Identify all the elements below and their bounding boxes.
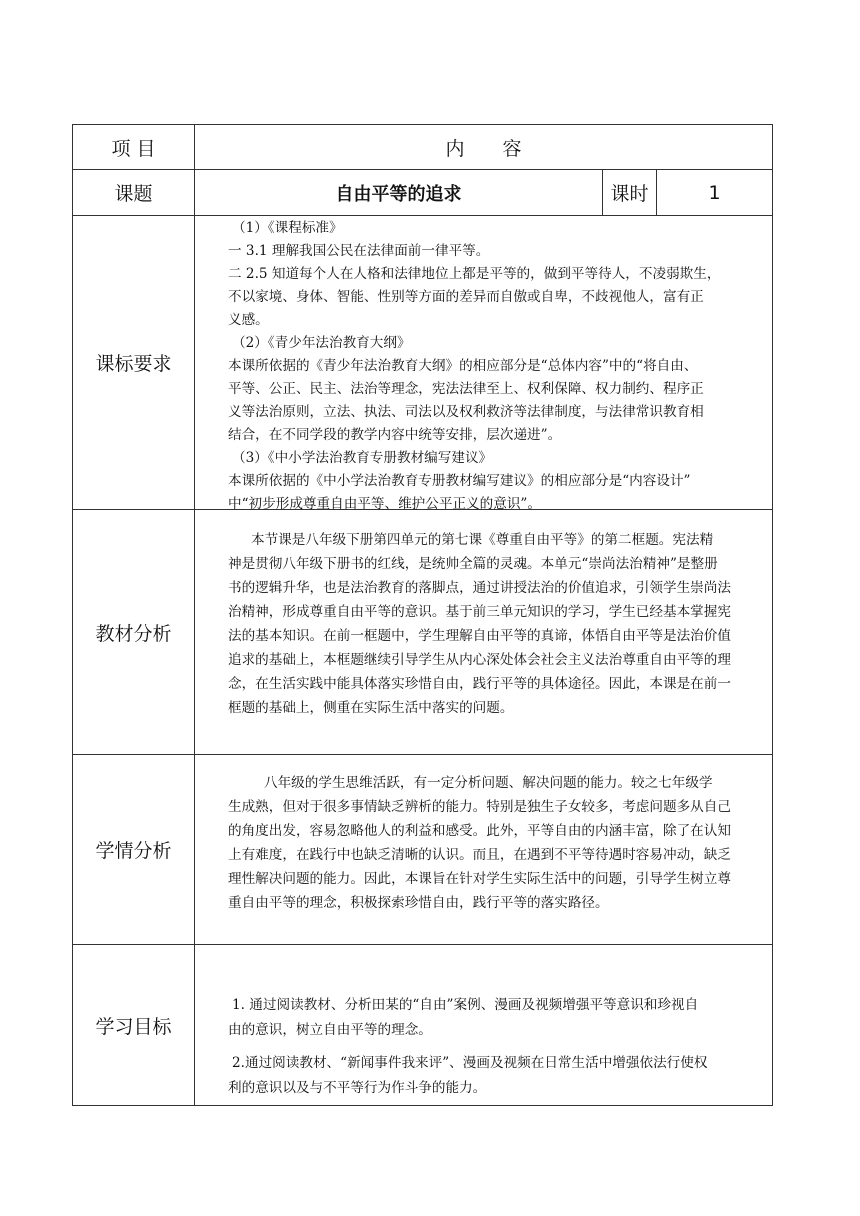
students-content-cell	[195, 755, 773, 945]
header-item-cell	[72, 124, 195, 170]
lesson-title: 自由平等的追求	[335, 183, 462, 205]
textbook-label: 教材分析	[95, 622, 172, 645]
standards-line: 义感。	[228, 312, 269, 328]
textbook-line: 念，在生活实践中能具体落实珍惜自由，践行平等的具体途径。因此，本课是在前一	[228, 676, 731, 692]
students-line: 理性解决问题的能力。因此，本课旨在针对学生实际生活中的问题，引导学生树立尊	[228, 871, 731, 887]
hours-label: 课时	[610, 183, 649, 205]
header-item-label: 项 目	[111, 137, 156, 160]
objectives-label: 学习目标	[95, 1015, 172, 1038]
objectives-content-cell	[195, 945, 773, 1106]
textbook-label-cell	[72, 510, 195, 755]
objectives-line: 1. 通过阅读教材、分析田某的“自由”案例、漫画及视频增强平等意识和珍视自	[232, 997, 699, 1013]
standards-line: 一 3.1 理解我国公民在法律面前一律平等。	[228, 243, 490, 259]
standards-line: （3）《中小学法治教育专册教材编写建议》	[232, 450, 493, 466]
standards-line: 中“初步形成尊重自由平等、维护公平正义的意识”。	[228, 496, 541, 512]
lesson-plan-table	[72, 124, 773, 1106]
hours-value: 1	[708, 181, 721, 204]
students-line: 上有难度，在践行中也缺乏清晰的认识。而且，在遇到不平等待遇时容易冲动，缺乏	[228, 847, 731, 863]
textbook-line: 书的逻辑升华，也是法治教育的落脚点，通过讲授法治的价值追求，引领学生崇尚法	[228, 580, 731, 596]
standards-line: 本课所依据的《中小学法治教育专册教材编写建议》的相应部分是“内容设计”	[228, 473, 691, 489]
topic-title-cell	[195, 170, 603, 216]
students-line: 的角度出发，容易忽略他人的利益和感受。此外，平等自由的内涵丰富，除了在认知	[228, 823, 731, 839]
hours-label-cell	[603, 170, 657, 216]
students-label-cell	[72, 755, 195, 945]
objectives-line: 2.通过阅读教材、“新闻事件我来评”、漫画及视频在日常生活中增强依法行使权	[232, 1055, 708, 1071]
textbook-line: 法的基本知识。在前一框题中，学生理解自由平等的真谛，体悟自由平等是法治价值	[228, 628, 731, 644]
topic-label-cell	[72, 170, 195, 216]
students-label: 学情分析	[95, 840, 172, 862]
standards-line: 二 2.5 知道每个人在人格和法律地位上都是平等的，做到平等待人，不凌弱欺生，	[228, 266, 721, 282]
textbook-line: 治精神，形成尊重自由平等的意识。基于前三单元知识的学习，学生已经基本掌握宪	[228, 604, 731, 620]
textbook-content-cell	[195, 510, 773, 755]
students-line: 重自由平等的理念，积极探索珍惜自由，践行平等的落实路径。	[228, 895, 609, 911]
students-line: 生成熟，但对于很多事情缺乏辨析的能力。特别是独生子女较多，考虑问题多从自己	[228, 799, 731, 815]
standards-line: （1）《课程标准》	[232, 220, 343, 236]
standards-line: 本课所依据的《青少年法治教育大纲》的相应部分是“总体内容”中的“将自由、	[228, 358, 698, 374]
header-content-cell	[195, 124, 773, 170]
standards-label-cell	[72, 216, 195, 510]
textbook-line: 追求的基础上，本框题继续引导学生从内心深处体会社会主义法治尊重自由平等的理	[228, 652, 731, 668]
topic-label: 课题	[114, 183, 153, 205]
standards-line: 平等、公正、民主、法治等理念，宪法法律至上、权利保障、权力制约、程序正	[228, 381, 704, 397]
standards-line: （2）《青少年法治教育大纲》	[232, 335, 411, 351]
standards-line: 义等法治原则，立法、执法、司法以及权利救济等法律制度，与法律常识教育相	[228, 404, 704, 420]
objectives-line: 利的意识以及与不平等行为作斗争的能力。	[228, 1080, 487, 1096]
hours-value-cell	[657, 170, 773, 216]
textbook-line: 神是贯彻八年级下册书的红线，是统帅全篇的灵魂。本单元“崇尚法治精神”是整册	[228, 556, 718, 572]
standards-content-cell	[195, 216, 773, 510]
objectives-label-cell	[72, 945, 195, 1106]
standards-line: 不以家境、身体、智能、性别等方面的差异而自傲或自卑，不歧视他人，富有正	[228, 289, 704, 305]
standards-line: 结合，在不同学段的教学内容中统等安排，层次递进”。	[228, 427, 562, 443]
textbook-line: 框题的基础上，侧重在实际生活中落实的问题。	[228, 700, 514, 716]
objectives-line: 由的意识，树立自由平等的理念。	[228, 1022, 432, 1038]
header-content-label: 内 容	[445, 137, 522, 160]
standards-label: 课标要求	[95, 353, 172, 375]
students-line: 八年级的学生思维活跃，有一定分析问题、解决问题的能力。较之七年级学	[264, 775, 713, 791]
textbook-line: 本节课是八年级下册第四单元的第七课《尊重自由平等》的第二框题。宪法精	[251, 532, 714, 548]
